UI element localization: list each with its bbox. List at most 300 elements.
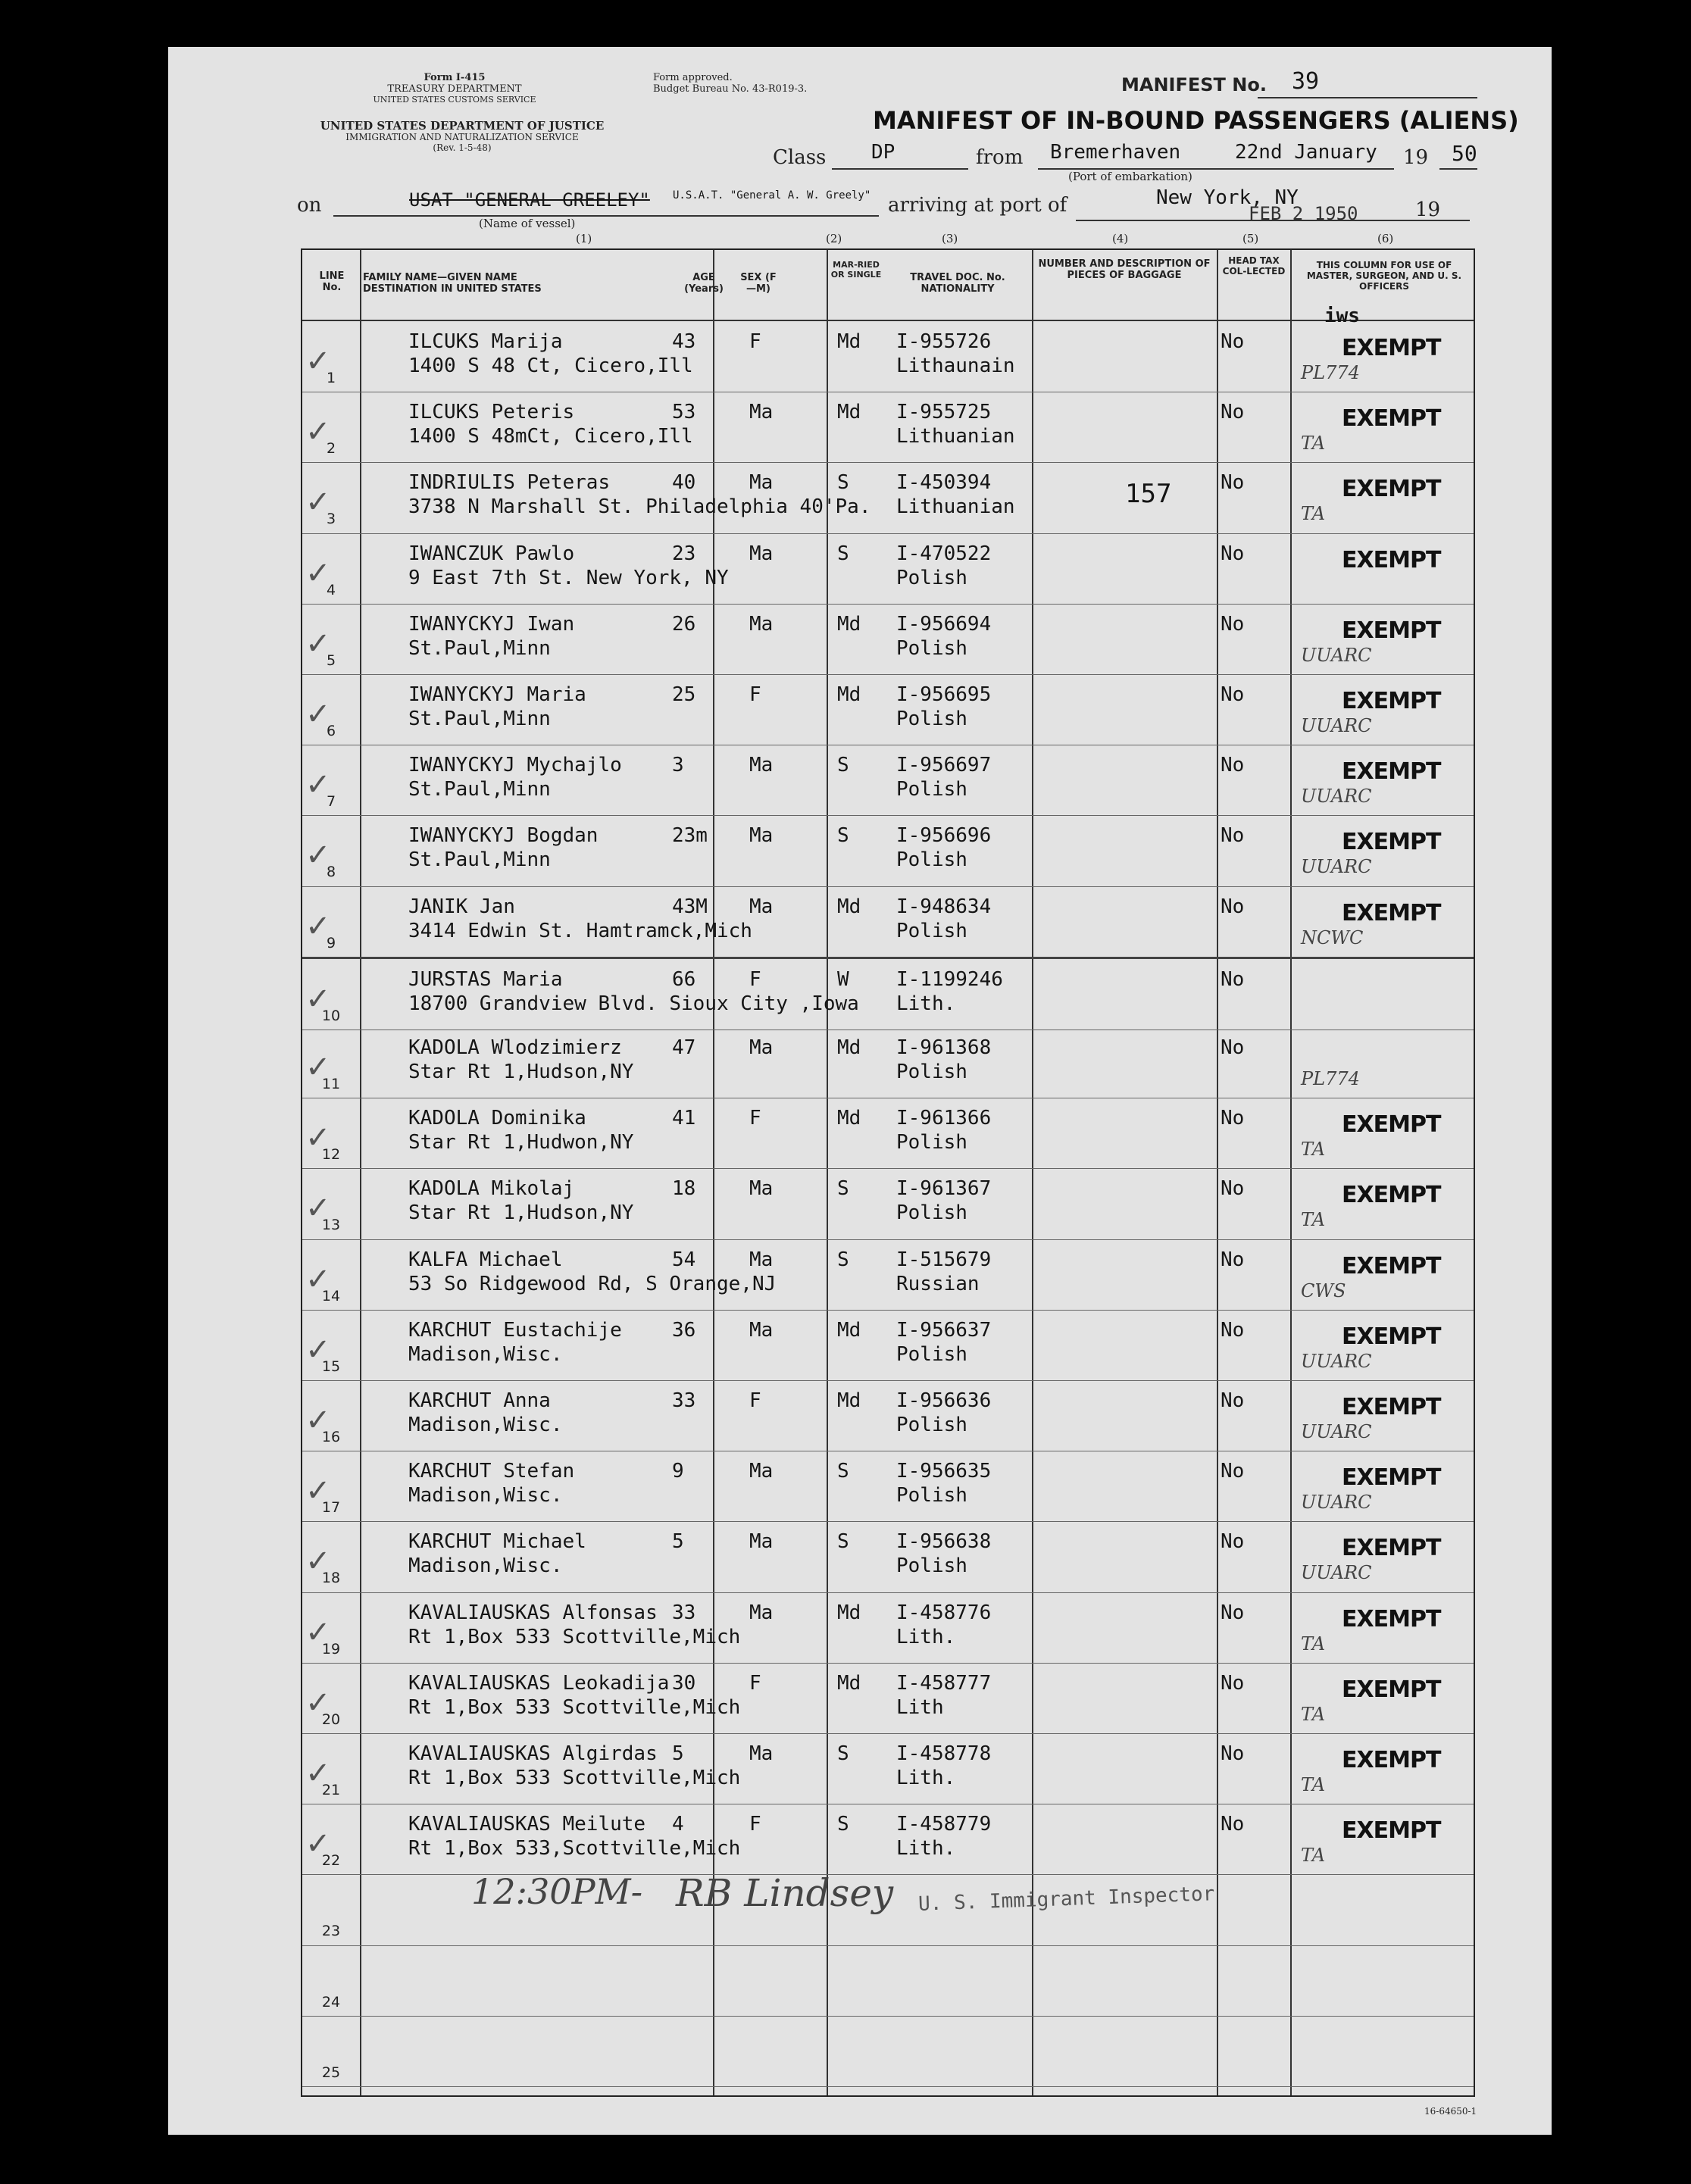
check-mark-icon: ✓ xyxy=(305,838,331,873)
line-number: 19 xyxy=(321,1640,341,1658)
passenger-sex: Ma xyxy=(749,401,774,424)
head-tax: No xyxy=(1221,1742,1245,1765)
passenger-name: INDRIULIS Peteras xyxy=(408,471,611,495)
passenger-age: 43M xyxy=(672,895,708,918)
passenger-age: 30 xyxy=(672,1671,696,1695)
travel-doc-number: I-955725 xyxy=(896,401,992,424)
head-tax: No xyxy=(1221,1530,1245,1554)
travel-doc-number: I-1199246 xyxy=(896,967,1003,991)
marital-status: Md xyxy=(837,401,861,424)
nationality: Lith. xyxy=(896,1767,956,1789)
approved-line: Form approved. xyxy=(653,72,733,83)
exempt-stamp: EXEMPT xyxy=(1342,1252,1441,1279)
revision: (Rev. 1-5-48) xyxy=(433,142,492,154)
col-number-5: (5) xyxy=(1242,232,1259,245)
passenger-age: 9 xyxy=(672,1460,684,1483)
table-row xyxy=(302,1239,1474,1311)
table-row xyxy=(302,1592,1474,1664)
nationality: Polish xyxy=(896,1484,967,1508)
exempt-stamp: EXEMPT xyxy=(1342,688,1441,714)
passenger-destination: St.Paul,Minn xyxy=(408,848,551,872)
year-suffix: 19 xyxy=(1415,198,1441,221)
table-row xyxy=(302,2016,1474,2087)
passenger-age: 23 xyxy=(672,542,696,565)
head-tax: No xyxy=(1221,1389,1245,1412)
col-number-1: (1) xyxy=(576,232,592,245)
header-age: AGE (Years) xyxy=(684,272,724,295)
budget-bureau-line: Budget Bureau No. 43-R019-3. xyxy=(653,83,808,95)
passenger-table xyxy=(301,248,1475,2097)
nationality: Lithaunain xyxy=(896,355,1015,377)
nationality: Polish xyxy=(896,566,967,589)
head-tax: No xyxy=(1221,683,1245,706)
arrival-date-stamp: FEB 2 1950 xyxy=(1249,203,1358,224)
travel-doc-number: I-956637 xyxy=(896,1318,992,1342)
check-mark-icon: ✓ xyxy=(305,1685,331,1720)
table-row xyxy=(302,1945,1474,2017)
passenger-age: 36 xyxy=(672,1318,696,1342)
vessel-name: USAT "GENERAL GREELEY" xyxy=(409,189,650,211)
passenger-age: 47 xyxy=(672,1036,696,1059)
travel-doc-number: I-470522 xyxy=(896,542,992,565)
nationality: Lith. xyxy=(896,1837,956,1861)
passenger-name: JANIK Jan xyxy=(408,895,515,918)
passenger-destination: Rt 1,Box 533 Scottville,Mich xyxy=(408,1625,741,1648)
manifest-title: MANIFEST OF IN-BOUND PASSENGERS (ALIENS) xyxy=(873,106,1519,135)
passenger-name: IWANYCKYJ Mychajlo xyxy=(408,754,622,777)
officer-annotation: UUARC xyxy=(1301,786,1372,808)
treasury-dept: TREASURY DEPARTMENT xyxy=(387,83,522,95)
officer-annotation: TA xyxy=(1301,503,1326,525)
marital-status: Md xyxy=(837,1389,861,1412)
travel-doc-number: I-956636 xyxy=(896,1389,992,1412)
line-number: 2 xyxy=(326,440,336,458)
nationality: Polish xyxy=(896,1131,967,1154)
marital-status: Md xyxy=(837,895,861,918)
table-row xyxy=(302,392,1474,463)
head-tax: No xyxy=(1221,612,1245,636)
passenger-sex: F xyxy=(749,1389,761,1412)
passenger-sex: Ma xyxy=(749,1601,774,1624)
travel-doc-number: I-956697 xyxy=(896,754,992,777)
exempt-stamp: EXEMPT xyxy=(1342,758,1441,786)
table-row xyxy=(302,1521,1474,1592)
exempt-stamp: EXEMPT xyxy=(1342,1535,1441,1562)
line-number: 14 xyxy=(321,1287,341,1304)
table-row xyxy=(302,1380,1474,1451)
passenger-destination: Madison,Wisc. xyxy=(408,1554,563,1578)
check-mark-icon: ✓ xyxy=(305,697,331,732)
customs-service: UNITED STATES CUSTOMS SERVICE xyxy=(373,94,536,105)
passenger-sex: Ma xyxy=(749,612,774,636)
check-mark-icon: ✓ xyxy=(305,344,331,379)
passenger-name: KARCHUT Michael xyxy=(408,1530,586,1554)
passenger-name: IWANYCKYJ Maria xyxy=(408,683,586,706)
nationality: Russian xyxy=(896,1272,980,1295)
passenger-destination: St.Paul,Minn xyxy=(408,636,551,660)
exempt-stamp: EXEMPT xyxy=(1342,617,1441,644)
vessel-caption: (Name of vessel) xyxy=(479,217,576,230)
officer-annotation: UUARC xyxy=(1301,715,1372,736)
line-number: 9 xyxy=(326,934,336,951)
line-number: 25 xyxy=(321,2064,341,2081)
passenger-age: 4 xyxy=(672,1813,684,1836)
check-mark-icon: ✓ xyxy=(305,1614,331,1650)
passenger-name: ILCUKS Marija xyxy=(408,330,563,353)
nationality: Lithuanian xyxy=(896,495,1015,519)
table-row xyxy=(302,1451,1474,1522)
nationality: Lith. xyxy=(896,1625,956,1648)
passenger-age: 3 xyxy=(672,754,684,777)
exempt-stamp: EXEMPT xyxy=(1342,546,1441,573)
header-line-no: LINE No. xyxy=(319,270,345,293)
table-row xyxy=(302,1804,1474,1875)
travel-doc-number: I-955726 xyxy=(896,330,992,353)
passenger-age: 53 xyxy=(672,401,696,424)
passenger-sex: Ma xyxy=(749,1248,774,1271)
nationality: Polish xyxy=(896,1554,967,1578)
nationality: Polish xyxy=(896,636,967,660)
passenger-destination: 53 So Ridgewood Rd, S Orange,NJ xyxy=(408,1272,777,1295)
passenger-destination: Star Rt 1,Hudson,NY xyxy=(408,1201,634,1225)
officer-annotation: TA xyxy=(1301,1209,1326,1231)
officer-annotation: PL774 xyxy=(1301,362,1360,383)
officer-annotation: TA xyxy=(1301,1845,1326,1867)
passenger-name: KAVALIAUSKAS Meilute xyxy=(408,1813,646,1836)
check-mark-icon: ✓ xyxy=(305,1191,331,1226)
passenger-name: IWANYCKYJ Iwan xyxy=(408,612,575,636)
passenger-sex: Ma xyxy=(749,1742,774,1765)
passenger-name: ILCUKS Peteris xyxy=(408,401,575,424)
table-row xyxy=(302,1098,1474,1169)
travel-doc-number: I-961366 xyxy=(896,1107,992,1130)
header-baggage: NUMBER AND DESCRIPTION OF PIECES OF BAGGAGE xyxy=(1038,258,1211,281)
ins-title: IMMIGRATION AND NATURALIZATION SERVICE xyxy=(345,132,579,143)
passenger-age: 18 xyxy=(672,1177,696,1201)
passenger-sex: Ma xyxy=(749,754,774,777)
passenger-name: KADOLA Wlodzimierz xyxy=(408,1036,622,1059)
travel-doc-number: I-956694 xyxy=(896,612,992,636)
exempt-stamp: EXEMPT xyxy=(1342,1464,1441,1492)
line-number: 12 xyxy=(321,1146,341,1164)
line-number: 18 xyxy=(321,1570,341,1587)
header-travel-doc: TRAVEL DOC. No. NATIONALITY xyxy=(910,272,1005,295)
marital-status: Md xyxy=(837,1318,861,1342)
class-label: Class xyxy=(773,146,827,169)
form-dept-block xyxy=(341,73,568,105)
passenger-name: KADOLA Dominika xyxy=(408,1107,586,1130)
col-number-2: (2) xyxy=(826,232,842,245)
travel-doc-number: I-956696 xyxy=(896,824,992,848)
year-prefix: 19 xyxy=(1403,146,1429,169)
passenger-sex: Ma xyxy=(749,1530,774,1554)
travel-doc-number: I-961368 xyxy=(896,1036,992,1059)
check-mark-icon: ✓ xyxy=(305,1473,331,1509)
passenger-sex: Ma xyxy=(749,1318,774,1342)
form-number: Form I-415 xyxy=(424,72,486,83)
passenger-age: 26 xyxy=(672,612,696,636)
passenger-age: 43 xyxy=(672,330,696,353)
on-label: on xyxy=(297,194,322,217)
signature-title: U. S. Immigrant Inspector xyxy=(917,1882,1215,1916)
header-name: FAMILY NAME—GIVEN NAME DESTINATION IN UNITED STATES xyxy=(363,272,542,295)
exempt-stamp: EXEMPT xyxy=(1342,1111,1441,1139)
passenger-sex: F xyxy=(749,1671,761,1695)
line-number: 1 xyxy=(326,370,336,386)
passenger-name: KAVALIAUSKAS Algirdas xyxy=(408,1742,658,1765)
marital-status: S xyxy=(837,754,849,777)
manifest-no-label: MANIFEST No. xyxy=(1121,74,1267,95)
travel-doc-number: I-458777 xyxy=(896,1671,992,1695)
officer-annotation: CWS xyxy=(1301,1279,1346,1301)
exempt-stamp: EXEMPT xyxy=(1342,1676,1441,1703)
nationality: Lithuanian xyxy=(896,425,1015,448)
table-row xyxy=(302,674,1474,745)
passenger-age: 5 xyxy=(672,1530,684,1554)
passenger-destination: Star Rt 1,Hudwon,NY xyxy=(408,1131,634,1154)
table-row xyxy=(302,321,1474,392)
marital-status: S xyxy=(837,1248,849,1271)
exempt-stamp: EXEMPT xyxy=(1342,1394,1441,1420)
marital-status: Md xyxy=(837,1036,861,1059)
from-label: from xyxy=(976,146,1024,169)
passenger-age: 25 xyxy=(672,683,696,706)
check-mark-icon: ✓ xyxy=(305,1050,331,1085)
line-number: 17 xyxy=(321,1499,341,1517)
head-tax: No xyxy=(1221,1177,1245,1201)
exempt-stamp: EXEMPT xyxy=(1342,1747,1441,1773)
marital-status: Md xyxy=(837,612,861,636)
head-tax: No xyxy=(1221,1671,1245,1695)
travel-doc-number: I-458779 xyxy=(896,1813,992,1836)
head-tax: No xyxy=(1221,824,1245,848)
header-head-tax: HEAD TAX COL-LECTED xyxy=(1222,255,1286,277)
table-row xyxy=(302,957,1474,1030)
travel-doc-number: I-956635 xyxy=(896,1460,992,1483)
table-row xyxy=(302,462,1474,533)
passenger-name: KARCHUT Stefan xyxy=(408,1460,575,1483)
marital-status: S xyxy=(837,1460,849,1483)
passenger-name: KARCHUT Eustachije xyxy=(408,1318,622,1342)
passenger-destination: 18700 Grandview Blvd. Sioux City ,Iowa xyxy=(408,992,859,1015)
line-number: 10 xyxy=(321,1007,341,1024)
line-number: 15 xyxy=(321,1358,341,1375)
check-mark-icon: ✓ xyxy=(305,485,331,520)
table-row xyxy=(302,745,1474,816)
exempt-stamp: EXEMPT xyxy=(1342,1182,1441,1209)
nationality: Polish xyxy=(896,1201,967,1225)
passenger-sex: Ma xyxy=(749,1460,774,1483)
passenger-name: KARCHUT Anna xyxy=(408,1389,551,1412)
passenger-age: 23m xyxy=(672,824,708,848)
table-row xyxy=(302,1027,1474,1098)
nationality: Polish xyxy=(896,919,967,942)
baggage-count: 157 xyxy=(1125,479,1172,510)
passenger-name: IWANYCKYJ Bogdan xyxy=(408,824,599,848)
check-mark-icon: ✓ xyxy=(305,1261,331,1297)
passenger-name: JURSTAS Maria xyxy=(408,967,563,991)
travel-doc-number: I-458776 xyxy=(896,1601,992,1624)
check-mark-icon: ✓ xyxy=(305,1826,331,1862)
nationality: Polish xyxy=(896,778,967,801)
line-number: 8 xyxy=(326,864,336,881)
marital-status: S xyxy=(837,542,849,565)
exempt-stamp: EXEMPT xyxy=(1342,405,1441,433)
head-tax: No xyxy=(1221,330,1245,353)
line-number: 23 xyxy=(321,1923,341,1940)
check-mark-icon: ✓ xyxy=(305,908,331,944)
exempt-stamp: EXEMPT xyxy=(1342,829,1441,856)
passenger-destination: St.Paul,Minn xyxy=(408,708,551,730)
passenger-sex: F xyxy=(749,683,761,706)
line-number: 13 xyxy=(321,1217,341,1234)
manifest-no-value: 39 xyxy=(1292,68,1320,95)
table-row xyxy=(302,1663,1474,1734)
arriving-label: arriving at port of xyxy=(888,194,1067,217)
col-number-4: (4) xyxy=(1112,232,1129,245)
passenger-destination: Star Rt 1,Hudson,NY xyxy=(408,1061,634,1083)
line-number: 22 xyxy=(321,1852,341,1870)
exempt-stamp: EXEMPT xyxy=(1342,335,1441,361)
exempt-stamp: EXEMPT xyxy=(1342,899,1441,926)
head-tax: No xyxy=(1221,967,1245,991)
passenger-name: KADOLA Mikolaj xyxy=(408,1177,575,1201)
check-mark-icon: ✓ xyxy=(305,1756,331,1791)
header-sex: SEX (F—M) xyxy=(740,272,777,295)
head-tax: No xyxy=(1221,1036,1245,1059)
check-mark-icon: ✓ xyxy=(305,1120,331,1156)
passenger-destination: Madison,Wisc. xyxy=(408,1484,563,1508)
travel-doc-number: I-450394 xyxy=(896,471,992,495)
passenger-age: 54 xyxy=(672,1248,696,1271)
passenger-name: KALFA Michael xyxy=(408,1248,563,1271)
marital-status: S xyxy=(837,1742,849,1765)
travel-doc-number: I-948634 xyxy=(896,895,992,918)
marital-status: S xyxy=(837,1813,849,1836)
from-value: Bremerhaven xyxy=(1050,141,1181,164)
passenger-destination: St.Paul,Minn xyxy=(408,778,551,801)
doj-title: UNITED STATES DEPARTMENT OF JUSTICE xyxy=(320,119,605,133)
line-number: 20 xyxy=(321,1711,341,1728)
check-mark-icon: ✓ xyxy=(305,1332,331,1367)
arrival-port: New York, NY xyxy=(1156,186,1299,209)
passenger-sex: F xyxy=(749,330,761,353)
exempt-stamp: EXEMPT xyxy=(1342,1817,1441,1845)
officer-annotation: UUARC xyxy=(1301,1350,1372,1372)
signature-time: 12:30PM- xyxy=(471,1871,643,1912)
line-number: 11 xyxy=(321,1076,341,1092)
officer-initials: iws xyxy=(1324,305,1360,327)
marital-status: S xyxy=(837,1530,849,1554)
line-number: 5 xyxy=(326,651,336,669)
header-officers: THIS COLUMN FOR USE OF MASTER, SURGEON, AND U. S. OFFICERS xyxy=(1306,260,1462,292)
check-mark-icon: ✓ xyxy=(305,626,331,661)
passenger-destination: 1400 S 48mCt, Cicero,Ill xyxy=(408,425,693,448)
line-number: 6 xyxy=(326,723,336,739)
vessel-correction: U.S.A.T. "General A. W. Greely" xyxy=(673,189,871,202)
officer-annotation: UUARC xyxy=(1301,1492,1372,1514)
travel-doc-number: I-515679 xyxy=(896,1248,992,1271)
check-mark-icon: ✓ xyxy=(305,767,331,803)
nationality: Polish xyxy=(896,1414,967,1436)
officer-annotation: TA xyxy=(1301,1703,1326,1725)
line-number: 3 xyxy=(326,511,336,528)
signature-name: RB Lindsey xyxy=(676,1871,894,1915)
head-tax: No xyxy=(1221,1318,1245,1342)
form-approval xyxy=(653,73,850,95)
check-mark-icon: ✓ xyxy=(305,414,331,450)
passenger-name: KAVALIAUSKAS Alfonsas xyxy=(408,1601,658,1624)
passenger-sex: F xyxy=(749,967,761,991)
passenger-age: 33 xyxy=(672,1389,696,1412)
passenger-sex: Ma xyxy=(749,1036,774,1059)
head-tax: No xyxy=(1221,754,1245,777)
passenger-age: 41 xyxy=(672,1107,696,1130)
footer-form-code: 16-64650-1 xyxy=(1424,2106,1477,2117)
date-value: 22nd January xyxy=(1235,141,1377,164)
line-number: 16 xyxy=(321,1429,341,1445)
marital-status: Md xyxy=(837,683,861,706)
passenger-destination: 3738 N Marshall St. Philadelphia 40'Pa. xyxy=(408,495,871,519)
officer-annotation: NCWC xyxy=(1301,926,1364,948)
passenger-name: IWANCZUK Pawlo xyxy=(408,542,575,565)
doj-block xyxy=(288,120,636,154)
officer-annotation: PL774 xyxy=(1301,1068,1360,1089)
exempt-stamp: EXEMPT xyxy=(1342,1605,1441,1633)
officer-annotation: TA xyxy=(1301,1139,1326,1161)
passenger-destination: 1400 S 48 Ct, Cicero,Ill xyxy=(408,355,693,377)
passenger-sex: F xyxy=(749,1813,761,1836)
class-value: DP xyxy=(871,141,896,164)
passenger-destination: 9 East 7th St. New York, NY xyxy=(408,566,729,589)
head-tax: No xyxy=(1221,542,1245,565)
nationality: Lith. xyxy=(896,992,956,1015)
passenger-age: 66 xyxy=(672,967,696,991)
table-row xyxy=(302,1733,1474,1804)
marital-status: S xyxy=(837,824,849,848)
head-tax: No xyxy=(1221,1813,1245,1836)
travel-doc-number: I-961367 xyxy=(896,1177,992,1201)
marital-status: S xyxy=(837,471,849,495)
travel-doc-number: I-956638 xyxy=(896,1530,992,1554)
passenger-destination: Rt 1,Box 533 Scottville,Mich xyxy=(408,1695,741,1719)
officer-annotation: TA xyxy=(1301,1633,1326,1654)
col-number-3: (3) xyxy=(942,232,958,245)
head-tax: No xyxy=(1221,1601,1245,1624)
passenger-sex: Ma xyxy=(749,471,774,495)
marital-status: S xyxy=(837,1177,849,1201)
passenger-name: KAVALIAUSKAS Leokadija xyxy=(408,1671,670,1695)
year-value: 50 xyxy=(1452,141,1477,166)
passenger-sex: Ma xyxy=(749,895,774,918)
nationality: Lith xyxy=(896,1695,944,1719)
passenger-destination: Rt 1,Box 533 Scottville,Mich xyxy=(408,1767,741,1789)
table-row xyxy=(302,604,1474,675)
nationality: Polish xyxy=(896,848,967,872)
head-tax: No xyxy=(1221,1460,1245,1483)
nationality: Polish xyxy=(896,1342,967,1366)
table-row xyxy=(302,815,1474,886)
marital-status: Md xyxy=(837,1107,861,1130)
officer-annotation: TA xyxy=(1301,1774,1326,1795)
officer-annotation: UUARC xyxy=(1301,1562,1372,1584)
passenger-sex: Ma xyxy=(749,824,774,848)
travel-doc-number: I-458778 xyxy=(896,1742,992,1765)
head-tax: No xyxy=(1221,401,1245,424)
check-mark-icon: ✓ xyxy=(305,555,331,591)
line-number: 4 xyxy=(326,581,336,598)
marital-status: Md xyxy=(837,330,861,353)
